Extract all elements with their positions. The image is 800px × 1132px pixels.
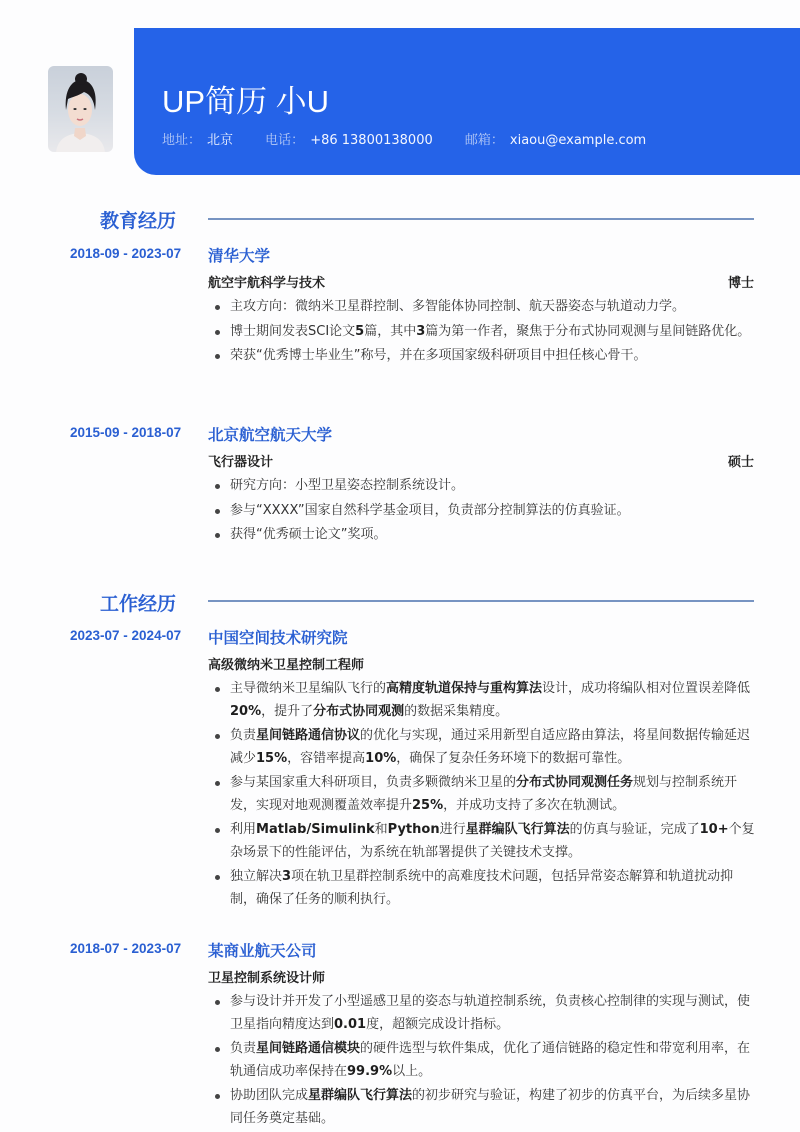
- job-title: 卫星控制系统设计师: [208, 971, 326, 986]
- contact-info: [162, 129, 674, 148]
- school-name: 北京航空航天大学: [208, 426, 333, 444]
- phone-label: 电话：: [265, 133, 305, 148]
- list-item: 参与设计并开发了小型遥感卫星的姿态与轨道控制系统，负责核心控制律的实现与测试，使卫星指向精度达到0.01度，超额完成设计指标。: [208, 991, 756, 1036]
- bullet-list: [208, 678, 756, 913]
- list-item: 参与某国家重大科研项目，负责多颗微纳米卫星的分布式协同观测任务规划与控制系统开发，实现对地观测覆盖效率提升25%，并成功支持了多次在轨测试。: [208, 772, 756, 817]
- list-item: 负责星间链路通信协议的优化与实现，通过采用新型自适应路由算法，将星间数据传输延迟减少15%，容错率提高10%，确保了复杂任务环境下的数据可靠性。: [208, 725, 756, 770]
- list-item: 负责星间链路通信模块的硬件选型与软件集成，优化了通信链路的稳定性和带宽利用率，在轨通信成功率保持在99.9%以上。: [208, 1038, 756, 1083]
- entry-date: 2018-07 - 2023-07: [70, 941, 182, 956]
- major: 飞行器设计: [208, 455, 274, 470]
- candidate-name: UP简历 小U: [162, 84, 330, 119]
- section-title-work: 工作经历: [100, 593, 177, 615]
- school-name: 清华大学: [208, 247, 271, 265]
- list-item: 协助团队完成星群编队飞行算法的初步研究与验证，构建了初步的仿真平台，为后续多星协同任务奠定基础。: [208, 1085, 756, 1130]
- list-item: 主导微纳米卫星编队飞行的高精度轨道保持与重构算法设计，成功将编队相对位置误差降低20%，提升了分布式协同观测的数据采集精度。: [208, 678, 756, 723]
- address-label: 地址：: [162, 133, 202, 148]
- section-divider: [208, 600, 754, 602]
- degree: 硕士: [727, 455, 754, 470]
- resume-header: [134, 28, 800, 175]
- list-item: 荣获“优秀博士毕业生”称号，并在多项国家级科研项目中担任核心骨干。: [208, 345, 756, 368]
- company-name: 某商业航天公司: [208, 942, 317, 960]
- list-item: 主攻方向：微纳米卫星群控制、多智能体协同控制、航天器姿态与轨道动力学。: [208, 296, 756, 319]
- list-item: 获得“优秀硕士论文”奖项。: [208, 524, 756, 547]
- bullet-list: [208, 296, 756, 370]
- major: 航空宇航科学与技术: [208, 276, 326, 291]
- job-title: 高级微纳米卫星控制工程师: [208, 658, 365, 673]
- list-item: 博士期间发表SCI论文5篇，其中3篇为第一作者，聚焦于分布式协同观测与星间链路优化。: [208, 321, 756, 344]
- company-name: 中国空间技术研究院: [208, 629, 348, 647]
- bullet-list: [208, 475, 756, 549]
- entry-date: 2015-09 - 2018-07: [70, 425, 182, 440]
- contact-email: [465, 129, 646, 148]
- address-value: 北京: [207, 133, 234, 148]
- bullet-list: [208, 991, 756, 1132]
- degree: 博士: [727, 276, 754, 291]
- list-item: 利用Matlab/Simulink和Python进行星群编队飞行算法的仿真与验证，完成了10+个复杂场景下的性能评估，为系统在轨部署提供了关键技术支撑。: [208, 819, 756, 864]
- entry-date: 2023-07 - 2024-07: [70, 628, 182, 643]
- email-value[interactable]: xiaou@example.com: [509, 133, 647, 148]
- email-label: 邮箱：: [464, 133, 504, 148]
- section-title-education: 教育经历: [100, 210, 177, 232]
- section-divider: [208, 218, 754, 220]
- phone-value[interactable]: +86 13800138000: [310, 133, 433, 148]
- profile-photo: [48, 66, 113, 152]
- contact-address: [162, 129, 233, 148]
- list-item: 独立解决3项在轨卫星群控制系统中的高难度技术问题，包括异常姿态解算和轨道扰动抑制，确保了任务的顺利执行。: [208, 866, 756, 911]
- list-item: 参与“XXXX”国家自然科学基金项目，负责部分控制算法的仿真验证。: [208, 500, 756, 523]
- list-item: 研究方向：小型卫星姿态控制系统设计。: [208, 475, 756, 498]
- entry-date: 2018-09 - 2023-07: [70, 246, 182, 261]
- contact-phone: [265, 129, 433, 148]
